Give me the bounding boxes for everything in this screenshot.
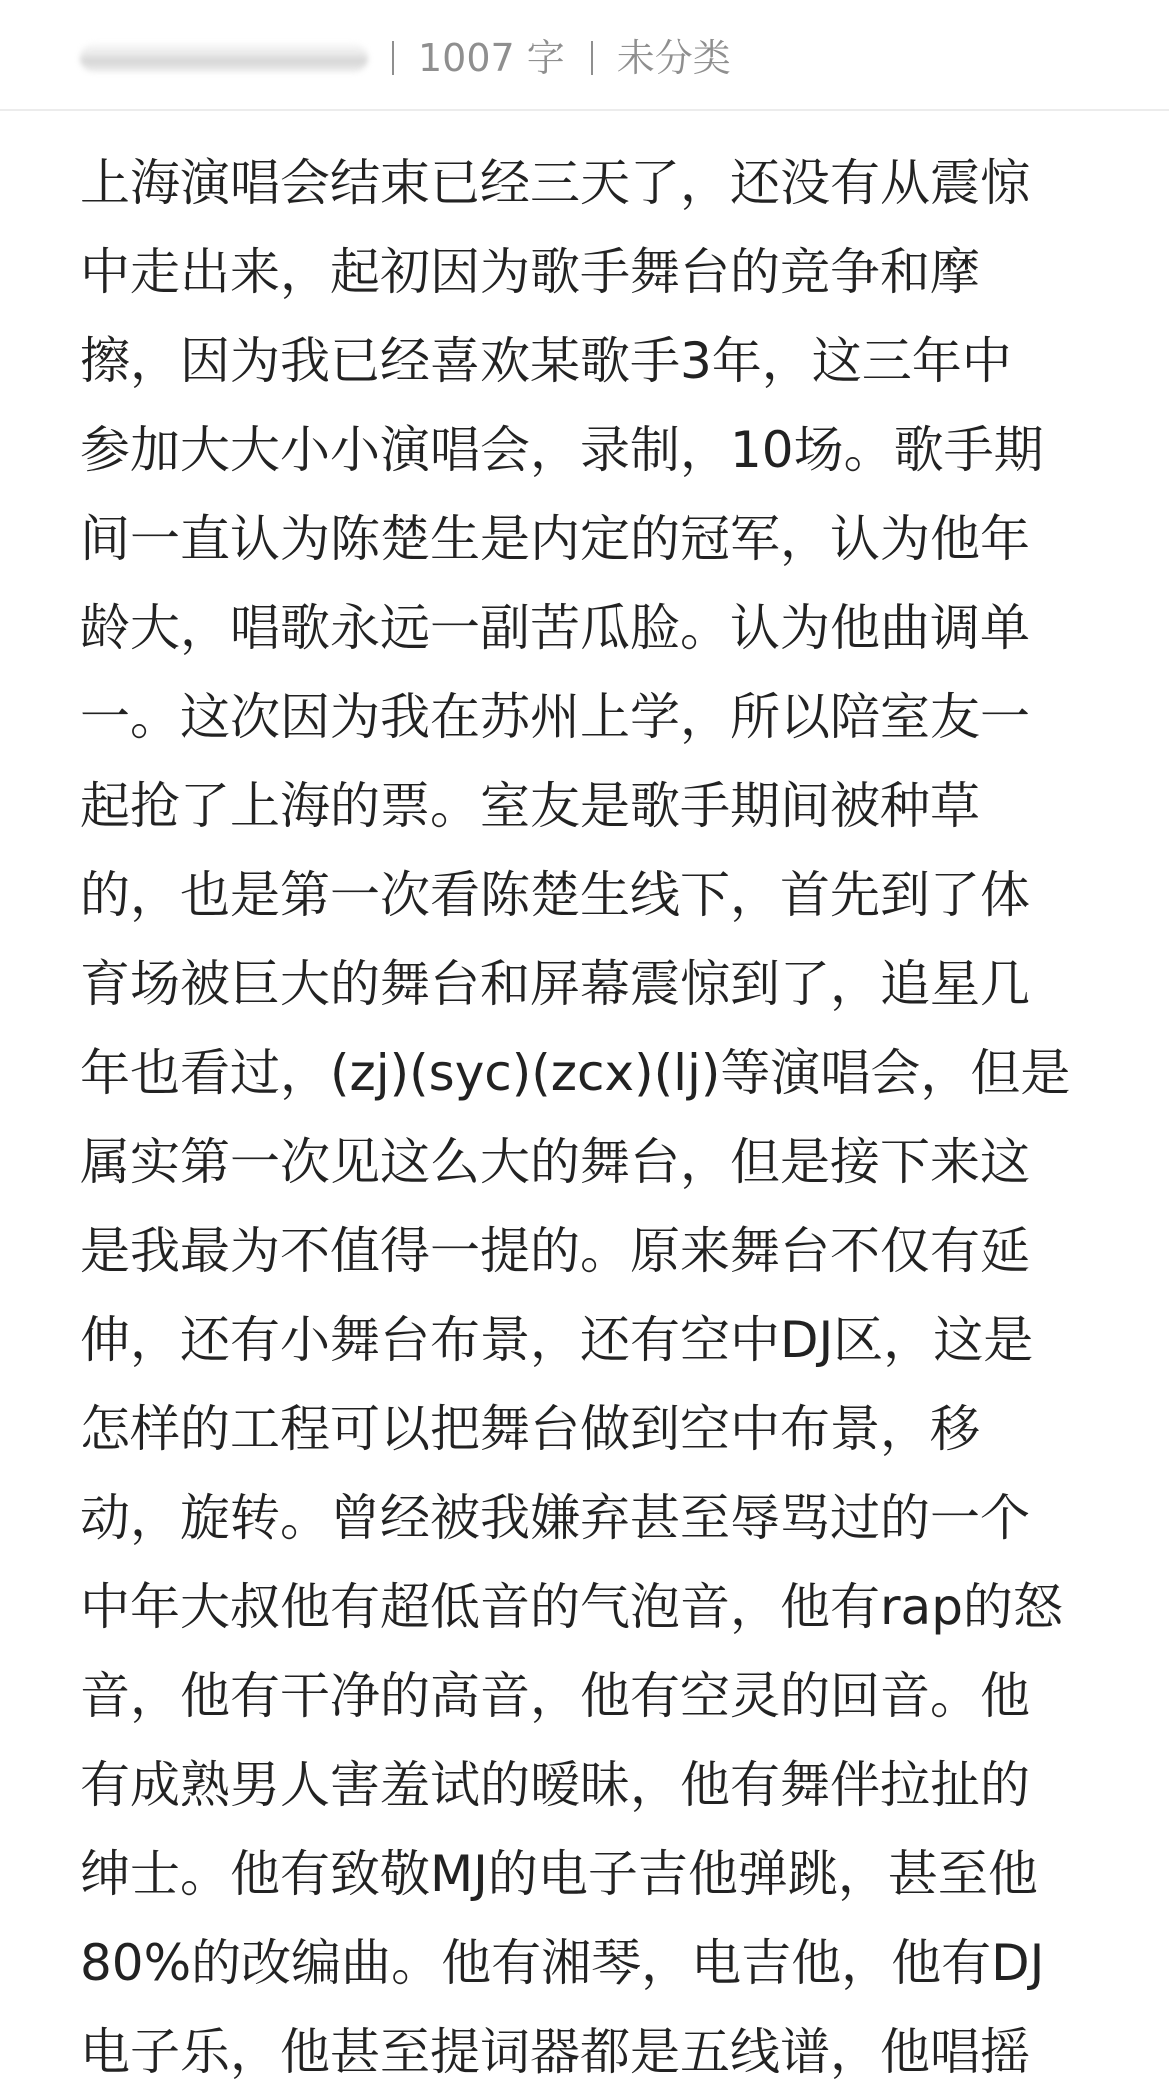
article-line: 音，他有干净的高音，他有空灵的回音。他 <box>80 1667 1030 1725</box>
article-line: 起抢了上海的票。室友是歌手期间被种草 <box>80 777 980 835</box>
article-line: 参加大大小小演唱会，录制，10场。歌手期 <box>80 421 1044 479</box>
article-line: 擦，因为我已经喜欢某歌手3年，这三年中 <box>80 332 1012 390</box>
article-line: 80%的改编曲。他有湘琴，电吉他，他有DJ <box>80 1934 1045 1992</box>
article-line: 年也看过，(zj)(syc)(zcx)(lj)等演唱会，但是 <box>80 1044 1071 1102</box>
article-line: 龄大，唱歌永远一副苦瓜脸。认为他曲调单 <box>80 599 1030 657</box>
meta-divider <box>591 41 593 75</box>
article-line: 怎样的工程可以把舞台做到空中布景，移 <box>80 1400 980 1458</box>
article-header <box>0 0 1169 111</box>
article-line: 的，也是第一次看陈楚生线下，首先到了体 <box>80 866 1030 924</box>
article-line: 一。这次因为我在苏州上学，所以陪室友一 <box>80 688 1030 746</box>
article-line: 间一直认为陈楚生是内定的冠军，认为他年 <box>80 510 1030 568</box>
category-label[interactable]: 未分类 <box>616 36 731 80</box>
article-line: 电子乐，他甚至提词器都是五线谱，他唱摇 <box>80 2023 1030 2081</box>
article-line: 属实第一次见这么大的舞台，但是接下来这 <box>80 1133 1030 1191</box>
word-count: 1007 字 <box>418 36 565 80</box>
article-line: 绅士。他有致敬MJ的电子吉他弹跳，甚至他 <box>80 1845 1038 1903</box>
meta-divider <box>392 41 394 75</box>
article-line: 中走出来，起初因为歌手舞台的竞争和摩 <box>80 243 980 301</box>
article-body <box>80 139 1090 2097</box>
article-meta <box>392 30 731 86</box>
article-line: 有成熟男人害羞试的暧昧，他有舞伴拉扯的 <box>80 1756 1030 1814</box>
article-line: 伸，还有小舞台布景，还有空中DJ区，这是 <box>80 1311 1034 1369</box>
article-line: 动，旋转。曾经被我嫌弃甚至辱骂过的一个 <box>80 1489 1030 1547</box>
article-line: 育场被巨大的舞台和屏幕震惊到了，追星几 <box>80 955 1030 1013</box>
article-line: 中年大叔他有超低音的气泡音，他有rap的怒 <box>80 1578 1063 1636</box>
article-line: 是我最为不值得一提的。原来舞台不仅有延 <box>80 1222 1030 1280</box>
article-line: 上海演唱会结束已经三天了，还没有从震惊 <box>80 154 1030 212</box>
author-name-blurred <box>80 44 368 72</box>
